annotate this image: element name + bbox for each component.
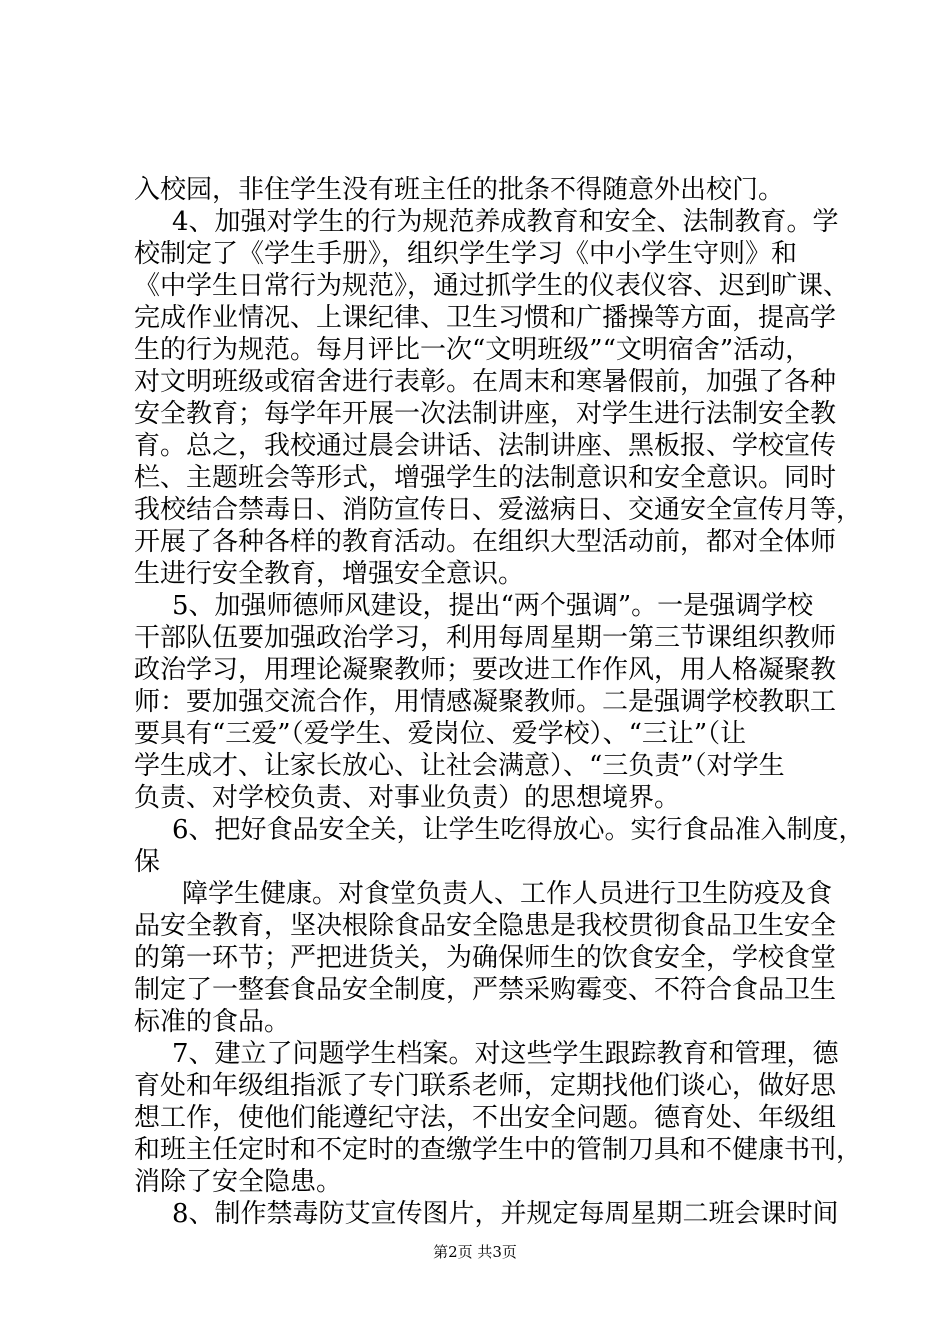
text-line: 师：要加强交流合作，用情感凝聚教师。二是强调学校教职工 <box>134 687 837 717</box>
text-line: 7、建立了问题学生档案。对这些学生跟踪教育和管理，德 <box>172 1039 839 1069</box>
text-line: 政治学习，用理论凝聚教师；要改进工作作风，用人格凝聚教 <box>134 655 837 685</box>
text-line: 栏、主题班会等形式，增强学生的法制意识和安全意识。同时 <box>134 463 837 493</box>
text-line: 要具有“三爱”（爱学生、爱岗位、爱学校）、“三让”（让 <box>134 719 747 749</box>
text-line: 干部队伍要加强政治学习，利用每周星期一第三节课组织教师 <box>134 623 837 653</box>
text-line: 《中学生日常行为规范》，通过抓学生的仪表仪容、迟到旷课、 <box>134 271 850 301</box>
text-line: 开展了各种各样的教育活动。在组织大型活动前，都对全体师 <box>134 527 837 557</box>
text-line: 负责、对学校负责、对事业负责）的思想境界。 <box>134 783 681 813</box>
text-line: 育处和年级组指派了专门联系老师，定期找他们谈心，做好思 <box>134 1071 837 1101</box>
text-line: 入校园，非住学生没有班主任的批条不得随意外出校门。 <box>134 175 785 205</box>
text-line: 的第一环节；严把进货关，为确保师生的饮食安全，学校食堂 <box>134 943 837 973</box>
text-line: 和班主任定时和不定时的查缴学生中的管制刀具和不健康书刊， <box>134 1135 863 1165</box>
text-line: 5、加强师德师风建设，提出“两个强调”。一是强调学校 <box>172 591 814 621</box>
text-line: 安全教育；每学年开展一次法制讲座，对学生进行法制安全教 <box>134 399 837 429</box>
page-number-footer: 第2页 共3页 <box>433 1243 517 1261</box>
text-line: 完成作业情况、上课纪律、卫生习惯和广播操等方面，提高学 <box>134 303 837 333</box>
text-line: 我校结合禁毒日、消防宣传日、爱滋病日、交通安全宣传月等， <box>134 495 863 525</box>
text-line: 制定了一整套食品安全制度，严禁采购霉变、不符合食品卫生 <box>134 975 837 1005</box>
text-line: 障学生健康。对食堂负责人、工作人员进行卫生防疫及食 <box>182 879 833 909</box>
text-line: 校制定了《学生手册》，组织学生学习《中小学生守则》和 <box>134 239 798 269</box>
text-line: 消除了安全隐患。 <box>134 1167 343 1197</box>
text-line: 育。总之，我校通过晨会讲话、法制讲座、黑板报、学校宣传 <box>134 431 837 461</box>
text-line: 生的行为规范。每月评比一次“文明班级”“文明宿舍”活动， <box>134 335 812 365</box>
text-line: 想工作，使他们能遵纪守法，不出安全问题。德育处、年级组 <box>134 1103 837 1133</box>
text-line: 保 <box>134 847 161 877</box>
text-line: 学生成才、让家长放心、让社会满意）、“三负责”（对学生 <box>134 751 785 781</box>
text-line: 6、把好食品安全关，让学生吃得放心。实行食品准入制度， <box>172 815 865 845</box>
text-line: 品安全教育，坚决根除食品安全隐患是我校贯彻食品卫生安全 <box>134 911 837 941</box>
text-line: 4、加强对学生的行为规范养成教育和安全、法制教育。学 <box>172 207 839 237</box>
text-line: 8、制作禁毒防艾宣传图片，并规定每周星期二班会课时间 <box>172 1199 839 1229</box>
text-line: 标准的食品。 <box>134 1007 291 1037</box>
text-line: 生进行安全教育，增强安全意识。 <box>134 559 525 589</box>
text-line: 对文明班级或宿舍进行表彰。在周末和寒暑假前，加强了各种 <box>134 367 837 397</box>
